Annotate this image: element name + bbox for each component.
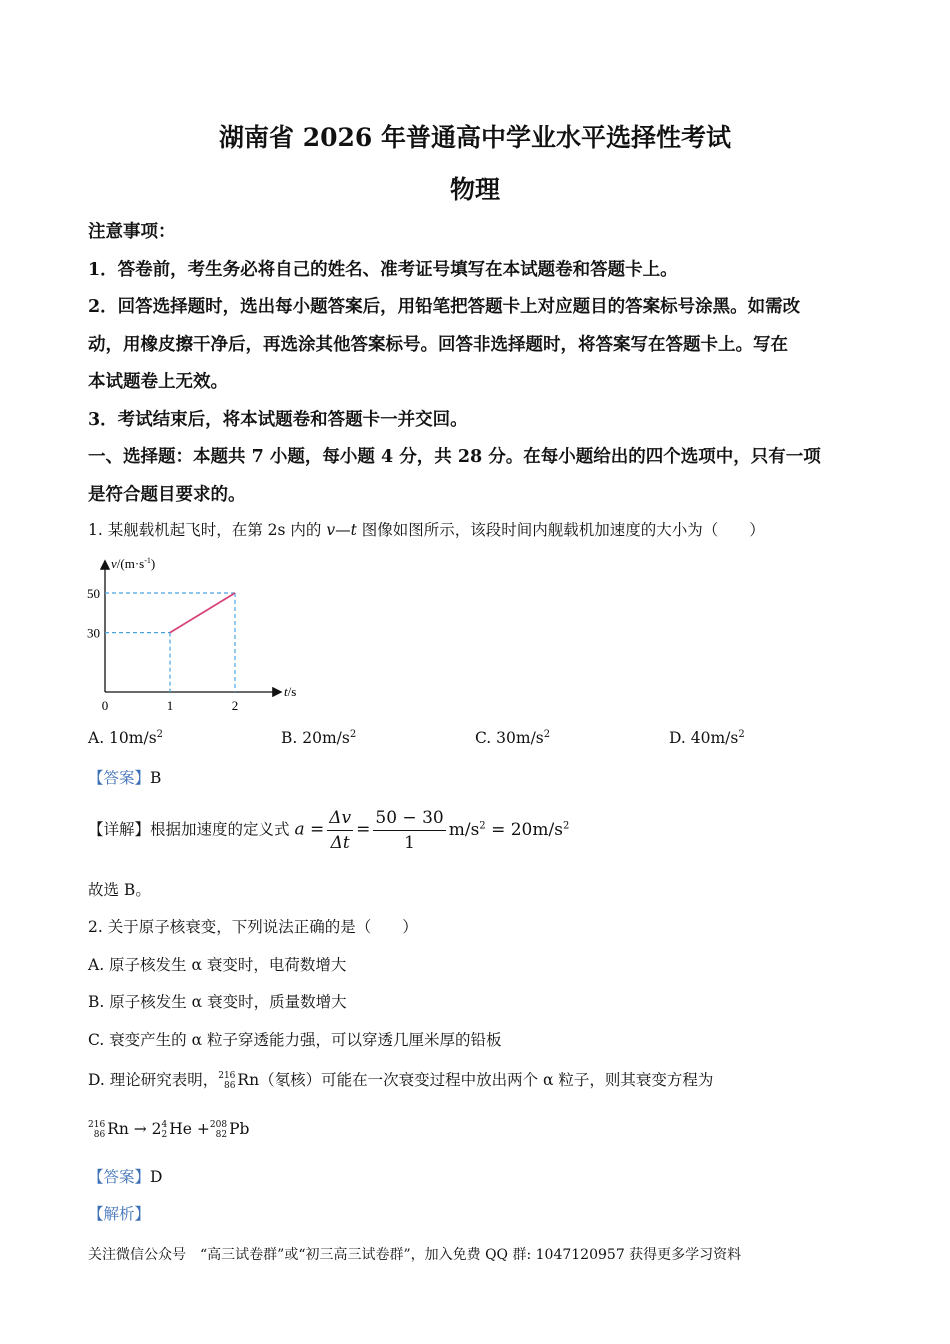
section-1-line-1: 一、选择题：本题共 7 小题，每小题 4 分，共 28 分。在每小题给出的四个选项中，只有一项: [88, 447, 821, 467]
notice-heading: 注意事项：: [88, 222, 176, 242]
q1-option-d: D. $40m/s^2$: [669, 729, 745, 748]
q1-stem-dash: —: [335, 521, 351, 539]
answer-value: B: [150, 769, 162, 787]
q1-stem-part-b: 图像如图所示，该段时间内舰载机加速度的大小为（ ）: [356, 521, 765, 539]
q2-option-d: D. 理论研究表明， 216 86 Rn（氡核）可能在一次衰变过程中放出两个 α 粒子，则其衰变方程为: [88, 1071, 714, 1091]
q2-option-a: A. 原子核发生 α 衰变时，电荷数增大: [88, 956, 347, 974]
vt-chart: [80, 550, 320, 720]
q1-detail: 【详解】根据加速度的定义式 a = $\frac{\Delta v}{\Delta t}$ = $\frac{50 - 30}{1}$ $m/s^2 = 20m/s^2$: [88, 808, 570, 853]
x-tick-label-2: 2: [231, 698, 239, 713]
subject-title: 物理: [449, 175, 500, 204]
x-axis-label: t/s: [284, 684, 297, 699]
exam-title: 湖南省 2026 年普通高中学业水平选择性考试: [219, 123, 731, 152]
q1-option-a: A. $10m/s^2$: [88, 729, 164, 748]
q1-stem-part-a: 1. 某舰载机起飞时，在第 2s 内的: [88, 521, 327, 539]
q1-conclusion: 故选 B。: [88, 881, 151, 899]
rn-nuclide-numbers: 216 86: [218, 1071, 236, 1091]
q2-option-c: C. 衰变产生的 α 粒子穿透能力强，可以穿透几厘米厚的铅板: [88, 1031, 502, 1049]
origin-label: 0: [101, 698, 109, 713]
fraction-values: $\frac{50 - 30}{1}$: [375, 808, 444, 853]
y-tick-label-50: 50: [87, 586, 100, 601]
q1-stem-v: v: [326, 521, 336, 539]
section-1-line-2: 是符合题目要求的。: [88, 485, 246, 505]
q2-answer: 【答案】D: [88, 1168, 163, 1186]
q1-stem-t: t: [350, 521, 357, 539]
notice-item-2-line-1: 2．回答选择题时，选出每小题答案后，用铅笔把答题卡上对应题目的答案标号涂黑。如需改: [88, 297, 801, 317]
y-tick-label-30: 30: [87, 625, 100, 641]
y-axis-label: $v/(m\cdot s^{-1})$: [111, 556, 156, 571]
fraction-delta: $\frac{\Delta v}{\Delta t}$: [329, 808, 352, 853]
q2-decay-equation: 216 86 Rn → 2 4 2 He + 208 82 Pb: [88, 1120, 250, 1140]
velocity-line: [170, 593, 235, 633]
notice-item-2-line-2: 动，用橡皮擦干净后，再选涂其他答案标号。回答非选择题时，将答案写在答题卡上。写在: [88, 335, 788, 355]
q1-option-b: B. $20m/s^2$: [281, 729, 357, 748]
q1-option-c: C. $30m/s^2$: [475, 729, 551, 748]
x-tick-label-1: 1: [166, 698, 174, 713]
notice-item-1: 1．答卷前，考生务必将自己的姓名、准考证号填写在本试题卷和答题卡上。: [88, 260, 678, 280]
q2-option-b: B. 原子核发生 α 衰变时，质量数增大: [88, 993, 347, 1011]
q2-stem: 2. 关于原子核衰变，下列说法正确的是（ ）: [88, 918, 418, 936]
q2-analysis-tag: 【解析】: [88, 1205, 151, 1223]
answer-tag: 【答案】: [88, 769, 151, 787]
q1-stem: [88, 518, 765, 540]
notice-item-3: 3．考试结束后，将本试题卷和答题卡一并交回。: [88, 410, 468, 430]
footer-note: 关注微信公众号 “高三试卷群”或“初三高三试卷群”，加入免费 QQ 群: 1047120957 获得更多学习资料: [88, 1247, 742, 1263]
notice-item-2-line-3: 本试题卷上无效。: [88, 372, 228, 392]
q1-answer: [88, 766, 161, 788]
